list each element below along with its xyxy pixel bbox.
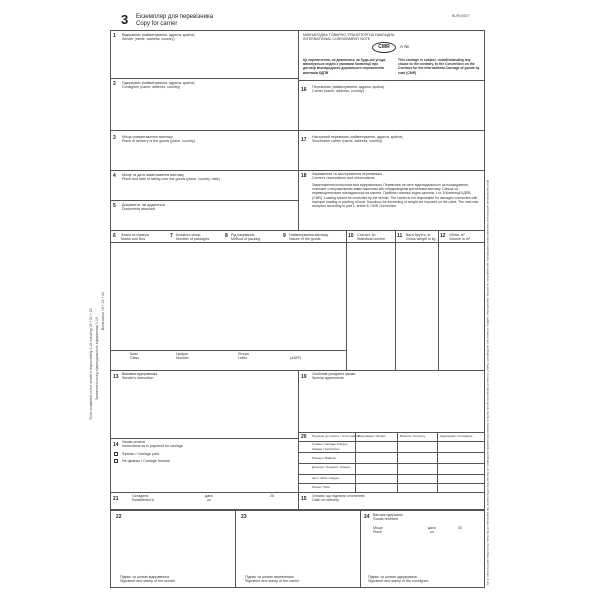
box4-label-en: Place and date of taking over the goods (place, country, date) (122, 177, 220, 181)
box22-sign-en: Signature and stamp of the sender (120, 579, 176, 583)
col7-label-en: Number of packages (176, 237, 210, 241)
box21-number: 21 (113, 496, 119, 502)
adr-num-en: Number (176, 356, 189, 360)
carriage-forward-checkbox[interactable] (114, 459, 118, 463)
box17-label-ua: Наступний перевізник (найменування, адреса, країна) (312, 135, 403, 139)
box14-number: 14 (113, 442, 119, 448)
col9-number: 9 (283, 233, 286, 239)
box2-number: 2 (113, 81, 116, 87)
carriage-paid-label: Франко / Carriage paid (122, 452, 159, 456)
adr-class-en: Class (130, 356, 139, 360)
box2-label-ua: Одержувач (найменування, адреса, країна) (122, 81, 195, 85)
box24-year: 20 (458, 526, 462, 530)
box13-number: 13 (113, 374, 119, 380)
box21-label-ua: Складена (132, 494, 149, 498)
box1-number: 1 (113, 33, 116, 39)
box20-row-balance: Різниця / Balance (312, 456, 337, 460)
adr-letter-en: Letter (238, 356, 248, 360)
box20-head-consignee: Одержувач / Consignee (440, 434, 473, 438)
box20-head-paid-by: Підлягає до оплати / To be paid by (312, 434, 360, 438)
consignee-field[interactable] (112, 90, 296, 128)
box24-place-en: Place (373, 530, 382, 534)
col6-label-en: Marks and Nos (121, 237, 146, 241)
col12-number: 12 (440, 233, 446, 239)
carriage-forward-label: Не франко / Carriage forward (122, 459, 170, 463)
header-copy-number: 3 (121, 12, 129, 27)
documents-attached-field[interactable] (112, 212, 296, 228)
box21-date-ua: дата (205, 494, 213, 498)
adr-num-ua: Цифра (176, 352, 188, 356)
col8-label-en: Method of packing (231, 237, 261, 241)
carrier-signature-area[interactable] (237, 522, 358, 572)
box15-number: 15 (301, 496, 307, 502)
col11-label-ua: Вага брутто, кг (406, 233, 431, 237)
goods-area[interactable] (112, 244, 344, 348)
box3-label-en: Place of delivery of the goods (place, country) (122, 139, 195, 143)
box19-label-ua: Особливі узгоджені умови (312, 372, 356, 376)
col8-number: 8 (225, 233, 228, 239)
box16-number: 16 (301, 87, 307, 93)
box24-label-en: Goods received (373, 517, 399, 521)
col6-label-ua: Знаки та номери (121, 233, 149, 237)
adr-class-ua: Клас (130, 352, 138, 356)
col8-label-ua: Рід пакування (231, 233, 255, 237)
box20-head-currency: Валюта / Currency (400, 434, 426, 438)
box24-date-ua: дата (428, 526, 436, 530)
box23-sign-en: Signature and stamp of the carrier (245, 579, 300, 583)
col10-label-ua: Статист. № (357, 233, 376, 237)
header-title-en: Copy for carrier (136, 21, 178, 27)
box18-number: 18 (301, 173, 307, 179)
box20-row-total: Разом / Total (312, 485, 330, 489)
consignee-signature-area[interactable] (362, 536, 483, 572)
cmr-title-ua: МІЖНАРОДНА ТОВАРНО-ТРАНСПОРТНА НАКЛАДНА (303, 33, 395, 37)
cmr-no-label: A № (400, 44, 409, 49)
box24-date-en: on (430, 530, 434, 534)
box5-label-en: Documents attached (122, 207, 155, 211)
box20-row-deductions: Знижки / Deductions (312, 447, 340, 451)
box16-label-en: Carrier (name, address, country) (312, 89, 364, 93)
box18-label-ua: Зауваження та застереження перевізника (312, 172, 382, 176)
box20-number: 20 (301, 434, 307, 440)
box19-number: 19 (301, 374, 307, 380)
sender-instruction-field[interactable] (112, 382, 296, 436)
box18-label-en: Carrier's reservations and observations (312, 176, 375, 180)
col12-label-en: Volume in m³ (449, 237, 470, 241)
box2-label-en: Consignee (name, address, country) (122, 85, 181, 89)
special-agreements-field[interactable] (300, 382, 483, 430)
cmr-right-note: This carriage is subject, notwithstanding any clause to the contrary, to the Convention on the Contract for the International Carriage of goods by road (CMR) (398, 58, 480, 75)
box23-number: 23 (241, 514, 247, 520)
col6-number: 6 (113, 233, 116, 239)
adr-label: (ADR*) (290, 356, 302, 360)
cmr-title-en: INTERNATIONAL CONSIGNMENT NOTE (303, 37, 371, 41)
box23-sign-ua: Підпис та штамп перевізника (245, 575, 294, 579)
box21-label-en: Established in (132, 498, 155, 502)
box19-label-en: Special agreements (312, 376, 344, 380)
box24-number: 24 (364, 514, 370, 520)
place-of-loading-field[interactable] (112, 182, 296, 198)
side-right-text: Для перевезення небезпечних вантажів окрім сертифікату, що надається на розсуд, вказати клас, цифру, а також при необхідності букву / In case of dangerous goods mention, besides the possible certification, on the last line of the column the particulars of the class, the number and the letter, if any (486, 180, 490, 586)
box20-row-other: Інші / Other charges (312, 476, 340, 480)
box16-label-ua: Перевізник (найменування, адреса, країна) (312, 85, 385, 89)
box14-label-ua: Умови оплати (122, 440, 146, 444)
box14-label-en: Instructions as to payment for carriage (122, 444, 184, 448)
established-in-field[interactable] (112, 503, 296, 509)
side-left-text-1: Заповнюється під відповідальність відправника 1-15 (95, 317, 99, 400)
box18-conditions: Завантаження контролюється відправником. Перевізник не несе відповідальності за пошкодження, пов'язані з неправильним завантаженням або невідповідним кріпленням вантажу. Санкції за перевищення ваги покладаються на клієнта. Прийнято вантаж згідно частини 1 ст. 8 Конвенції КДПВ (CMR). Loading should be controlled by the sender. The carrier is not responsible for damages connected with improper loading or packing of load. Sanctions for exceeding of weight are imposed on the client. The load was accepted according to part 1, article 8, CMR Convention. (312, 183, 479, 209)
adr-letter-ua: Літера (238, 352, 249, 356)
side-left-text-2: Включаючи 19 + 21 + 22 (101, 292, 105, 330)
place-of-delivery-field[interactable] (112, 144, 296, 168)
box13-label-ua: Вказівки відправника (122, 372, 158, 376)
brand-logo: BURO|SET (452, 14, 470, 18)
cmr-form (110, 30, 485, 590)
header-title-ua: Екземпляр для перевізника (136, 14, 214, 20)
box17-label-en: Successive carrier (name, address, country) (312, 139, 383, 143)
col10-number: 10 (348, 233, 354, 239)
box15-label-en: Cash on delivery (312, 498, 339, 502)
box1-label-en: Sender (name, address, country) (122, 37, 175, 41)
box20-head-sender: Відправник / Sender (358, 434, 386, 438)
box24-label-ua: Вантаж одержано (373, 513, 403, 517)
sender-field[interactable] (112, 42, 296, 76)
box20-row-supplementary: Доплати / Supplem. charges (312, 465, 351, 469)
carriage-paid-checkbox[interactable] (114, 452, 118, 456)
carrier-field[interactable] (300, 94, 483, 128)
box24-place-ua: Місце (373, 526, 383, 530)
box22-number: 22 (116, 514, 122, 520)
box24-sign-en: Signature and stamp of the consignee (368, 579, 429, 583)
box24-sign-ua: Підпис та штамп одержувача (368, 575, 417, 579)
col11-label-en: Gross weight in kg (406, 237, 436, 241)
cmr-left-note: Це перевезення, не дивлячись на будь-які угоди, виконується згідно з умовами Конвенції про договір міжнародного дорожнього перевезення вантажів КДПВ (303, 58, 387, 75)
col7-number: 7 (170, 233, 173, 239)
box21-date-en: on (207, 498, 211, 502)
col9-label-ua: Найменування вантажу (289, 233, 329, 237)
box5-label-ua: Документи, які додаються (122, 203, 166, 207)
col12-label-ua: Об'єм, м³ (449, 233, 465, 237)
col10-label-en: Statistical number (357, 237, 386, 241)
side-left-text-3: To be completed on the sender's responsibility 1-15 including 19 + 21 + 22 (89, 308, 93, 420)
box5-number: 5 (113, 203, 116, 209)
col11-number: 11 (397, 233, 403, 239)
col7-label-ua: Кількість місць (176, 233, 201, 237)
box3-number: 3 (113, 135, 116, 141)
box20-row-charges: Ставка / Carriage charges (312, 442, 348, 446)
box1-label-ua: Відправник (найменування, адреса, країна) (122, 33, 195, 37)
box4-label-ua: Місце та дата завантаження вантажу (122, 173, 184, 177)
sender-signature-area[interactable] (112, 522, 233, 572)
box13-label-en: Sender's instruction (122, 376, 154, 380)
box4-number: 4 (113, 173, 116, 179)
col9-label-en: Nature of the goods (289, 237, 321, 241)
cmr-logo: CMR (372, 42, 396, 53)
box17-number: 17 (301, 137, 307, 143)
successive-carrier-field[interactable] (300, 144, 483, 168)
box22-sign-ua: Підпис та штамп відправника (120, 575, 170, 579)
box21-year: 20 (270, 494, 274, 498)
box3-label-ua: Місце розвантаження вантажу (122, 135, 173, 139)
box15-label-ua: Оплата, що підлягає стягненню (312, 494, 365, 498)
